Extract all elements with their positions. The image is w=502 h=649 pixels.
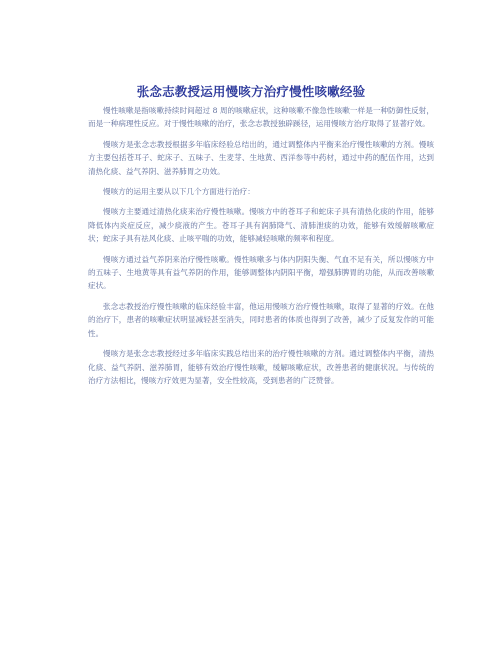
paragraph-1: 慢性咳嗽是指咳嗽持续时间超过 8 周的咳嗽症状，这种咳嗽不像急性咳嗽一样是一种防御性反射，而是一种病理性反应。对于慢性咳嗽的治疗，张念志教授独辟蹊径，运用慢咳方治疗取得了显著疗效。 xyxy=(88,106,434,129)
paragraph-7: 慢咳方是张念志教授经过多年临床实践总结出来的治疗慢性咳嗽的方剂。通过调整体内平衡，清热化痰、益气养阴、滋养肺胃，能够有效治疗慢性咳嗽，缓解咳嗽症状，改善患者的健康状况。与传统的治疗方法相比，慢咳方疗效更为显著，安全性较高，受到患者的广泛赞誉。 xyxy=(88,349,434,385)
paragraph-6: 张念志教授治疗慢性咳嗽的临床经验丰富，他运用慢咳方治疗慢性咳嗽，取得了显著的疗效。在他的治疗下，患者的咳嗽症状明显减轻甚至消失，同时患者的体质也得到了改善，减少了反复发作的可能性。 xyxy=(88,301,434,338)
paragraph-5: 慢咳方通过益气养阴来治疗慢性咳嗽。慢性咳嗽多与体内阴阳失衡、气血不足有关，所以慢咳方中的五味子、生地黄等具有益气养阴的作用，能够调整体内阴阳平衡，增强肺脾胃的功能，从而改善咳嗽症状。 xyxy=(88,254,434,291)
document-body xyxy=(88,104,434,394)
document-title: 张念志教授运用慢咳方治疗慢性咳嗽经验 xyxy=(136,84,366,99)
paragraph-3: 慢咳方的运用主要从以下几个方面进行治疗： xyxy=(103,187,255,197)
paragraph-2: 慢咳方是张念志教授根据多年临床经验总结出的，通过调整体内平衡来治疗慢性咳嗽的方剂。慢咳方主要包括苍耳子、蛇床子、五味子、生麦芽、生地黄、西洋参等中药材，通过中药的配伍作用，达到清热化痰、益气养阴、滋养肺胃之功效。 xyxy=(88,139,434,176)
paragraph-4: 慢咳方主要通过清热化痰来治疗慢性咳嗽。慢咳方中的苍耳子和蛇床子具有清热化痰的作用，能够降低体内炎症反应，减少痰液的产生。苍耳子具有润肺降气、清肺泄痰的功效，能够有效缓解咳嗽症状；蛇床子具有祛风化痰、止咳平喘的功效，能够减轻咳嗽的频率和程度。 xyxy=(88,207,434,244)
